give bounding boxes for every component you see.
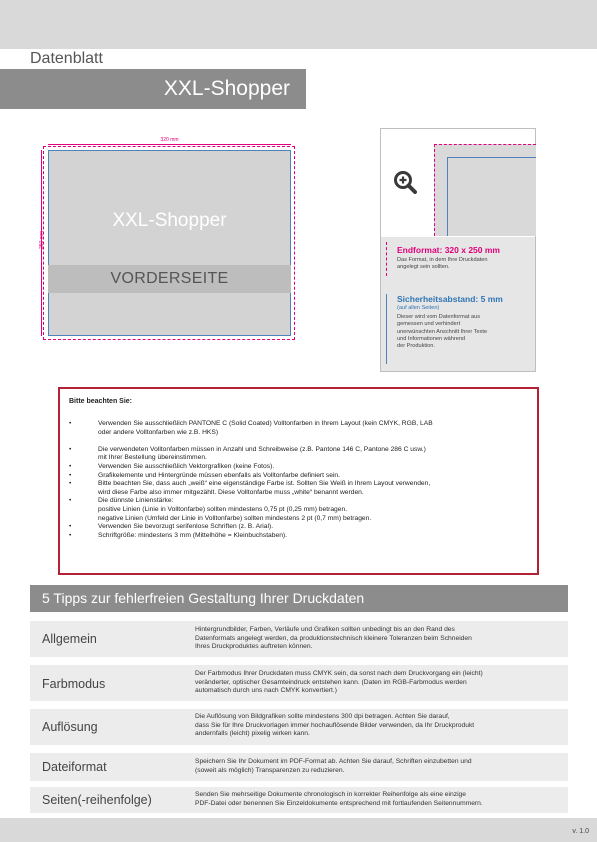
tip-label: Allgemein — [42, 632, 97, 646]
notice-item: • Bitte beachten Sie, dass auch „weiß“ eine eigenständige Farbe ist. Sollten Sie Weiß in Ihrem Layout verwenden, wird diese Farbe also immer mitgezählt. Diese Volltonfarbe muss „white“ benannt werden. — [69, 480, 531, 497]
zoom-bleed-line-horizontal — [434, 144, 536, 145]
notice-item: • Schriftgröße: mindestens 3 mm (Mittelhöhe = Kleinbuchstaben). — [69, 532, 531, 541]
product-title: XXL-Shopper — [163, 77, 290, 100]
footer-band — [0, 818, 597, 842]
artwork-preview — [48, 150, 291, 336]
header-band — [0, 0, 597, 49]
endformat-description: Das Format, in dem Ihre Druckdaten angelegt sein sollten. — [397, 257, 488, 271]
tip-description: Die Auflösung von Bildgrafiken sollte mindestens 300 dpi betragen. Achten Sie darauf, dass Sie für Ihre Druckvorlagen immer hochauflösende Bilder verwenden, da Ihr Druckprodukt andernfalls (leicht) pixelig wirken kann. — [195, 713, 475, 738]
version-label: v. 1.0 — [572, 828, 589, 835]
sicherheitsabstand-description: Dieser wird vom Datenformat aus gemessen und verhindert unerwünschten Anschnitt Ihrer Texte und Informationen während der Produktion. — [397, 314, 488, 350]
notice-item: • Die dünnste Linienstärke: positive Linien (Linie in Volltonfarbe) sollten mindestens 0,75 pt (0,25 mm) betragen. negative Linien (Umfeld der Linie in Volltonfarbe) sollten mindestens 2 pt (0,7 mm) betragen. — [69, 497, 531, 523]
endformat-title: Endformat: 320 x 250 mm — [397, 245, 500, 255]
width-dimension-line — [48, 144, 291, 145]
notice-item: • Grafikelemente und Hintergründe müssen ebenfalls als Volltonfarbe definiert sein. — [69, 472, 531, 481]
zoom-safe-line-horizontal — [447, 157, 536, 158]
zoom-safe-line-vertical — [447, 157, 448, 236]
tip-label: Dateiformat — [42, 760, 107, 774]
sicherheitsabstand-marker — [386, 294, 387, 364]
notice-item: • Verwenden Sie bevorzugt serifenlose Schriften (z. B. Arial). — [69, 523, 531, 532]
notice-item: • Verwenden Sie ausschließlich PANTONE C (Solid Coated) Volltonfarben in Ihrem Layout (kein CMYK, RGB, LAB oder andere Volltonfarben wie z.B. HKS) — [69, 420, 531, 437]
width-dimension-label: 320 mm — [160, 137, 179, 143]
datenblatt-label: Datenblatt — [30, 50, 103, 67]
tip-description: Der Farbmodus Ihrer Druckdaten muss CMYK sein, da sonst nach dem Druckvorgang ein (leicht) veränderter, optischer Gesamteindruck entstehen kann. (Daten im RGB-Farbmodus werden automatisch durch uns nach CMYK konvertiert.) — [195, 670, 483, 695]
notice-title: Bitte beachten Sie: — [69, 398, 133, 405]
artwork-title: XXL-Shopper — [112, 210, 227, 231]
notice-item: • Die verwendeten Volltonfarben müssen in Anzahl und Schreibweise (z.B. Pantone 146 C, Pantone 286 C usw.) mit Ihrer Bestellung übereinstimmen. — [69, 446, 531, 463]
notice-item: • Verwenden Sie ausschließlich Vektorgrafiken (keine Fotos). — [69, 463, 531, 472]
height-dimension-label: 250 mm — [39, 230, 45, 250]
sicherheitsabstand-title: Sicherheitsabstand: 5 mm — [397, 294, 503, 304]
tip-label: Farbmodus — [42, 677, 106, 691]
artwork-side-label: VORDERSEITE — [110, 270, 229, 287]
endformat-marker — [386, 242, 387, 276]
tip-description: Speichern Sie Ihr Dokument im PDF-Format ab. Achten Sie darauf, Schriften einzubetten und (soweit als möglich) Transparenzen zu reduzieren. — [195, 758, 472, 774]
tip-description: Senden Sie mehrseitige Dokumente chronologisch in korrekter Reihenfolge als eine einzige PDF-Datei oder benennen Sie Einzeldokumente entsprechend mit fortlaufenden Seitennummern. — [195, 791, 483, 807]
zoom-bleed-line-vertical — [434, 144, 435, 236]
sicherheitsabstand-subtitle: (auf allen Seiten) — [397, 305, 440, 311]
magnifier-plus-icon — [393, 170, 417, 194]
tip-description: Hintergrundbilder, Farben, Verläufe und Grafiken sollten unbedingt bis an den Rand des Datenformats angelegt werden, da produktionstechnisch kleinere Toleranzen beim Schneiden Ihres Druckproduktes auftreten können. — [195, 626, 472, 651]
tip-label: Auflösung — [42, 720, 98, 734]
tip-label: Seiten(-reihenfolge) — [42, 793, 152, 807]
title-bar — [0, 69, 306, 109]
notice-list — [69, 420, 531, 540]
tips-title: 5 Tipps zur fehlerfreien Gestaltung Ihrer Druckdaten — [42, 590, 365, 606]
